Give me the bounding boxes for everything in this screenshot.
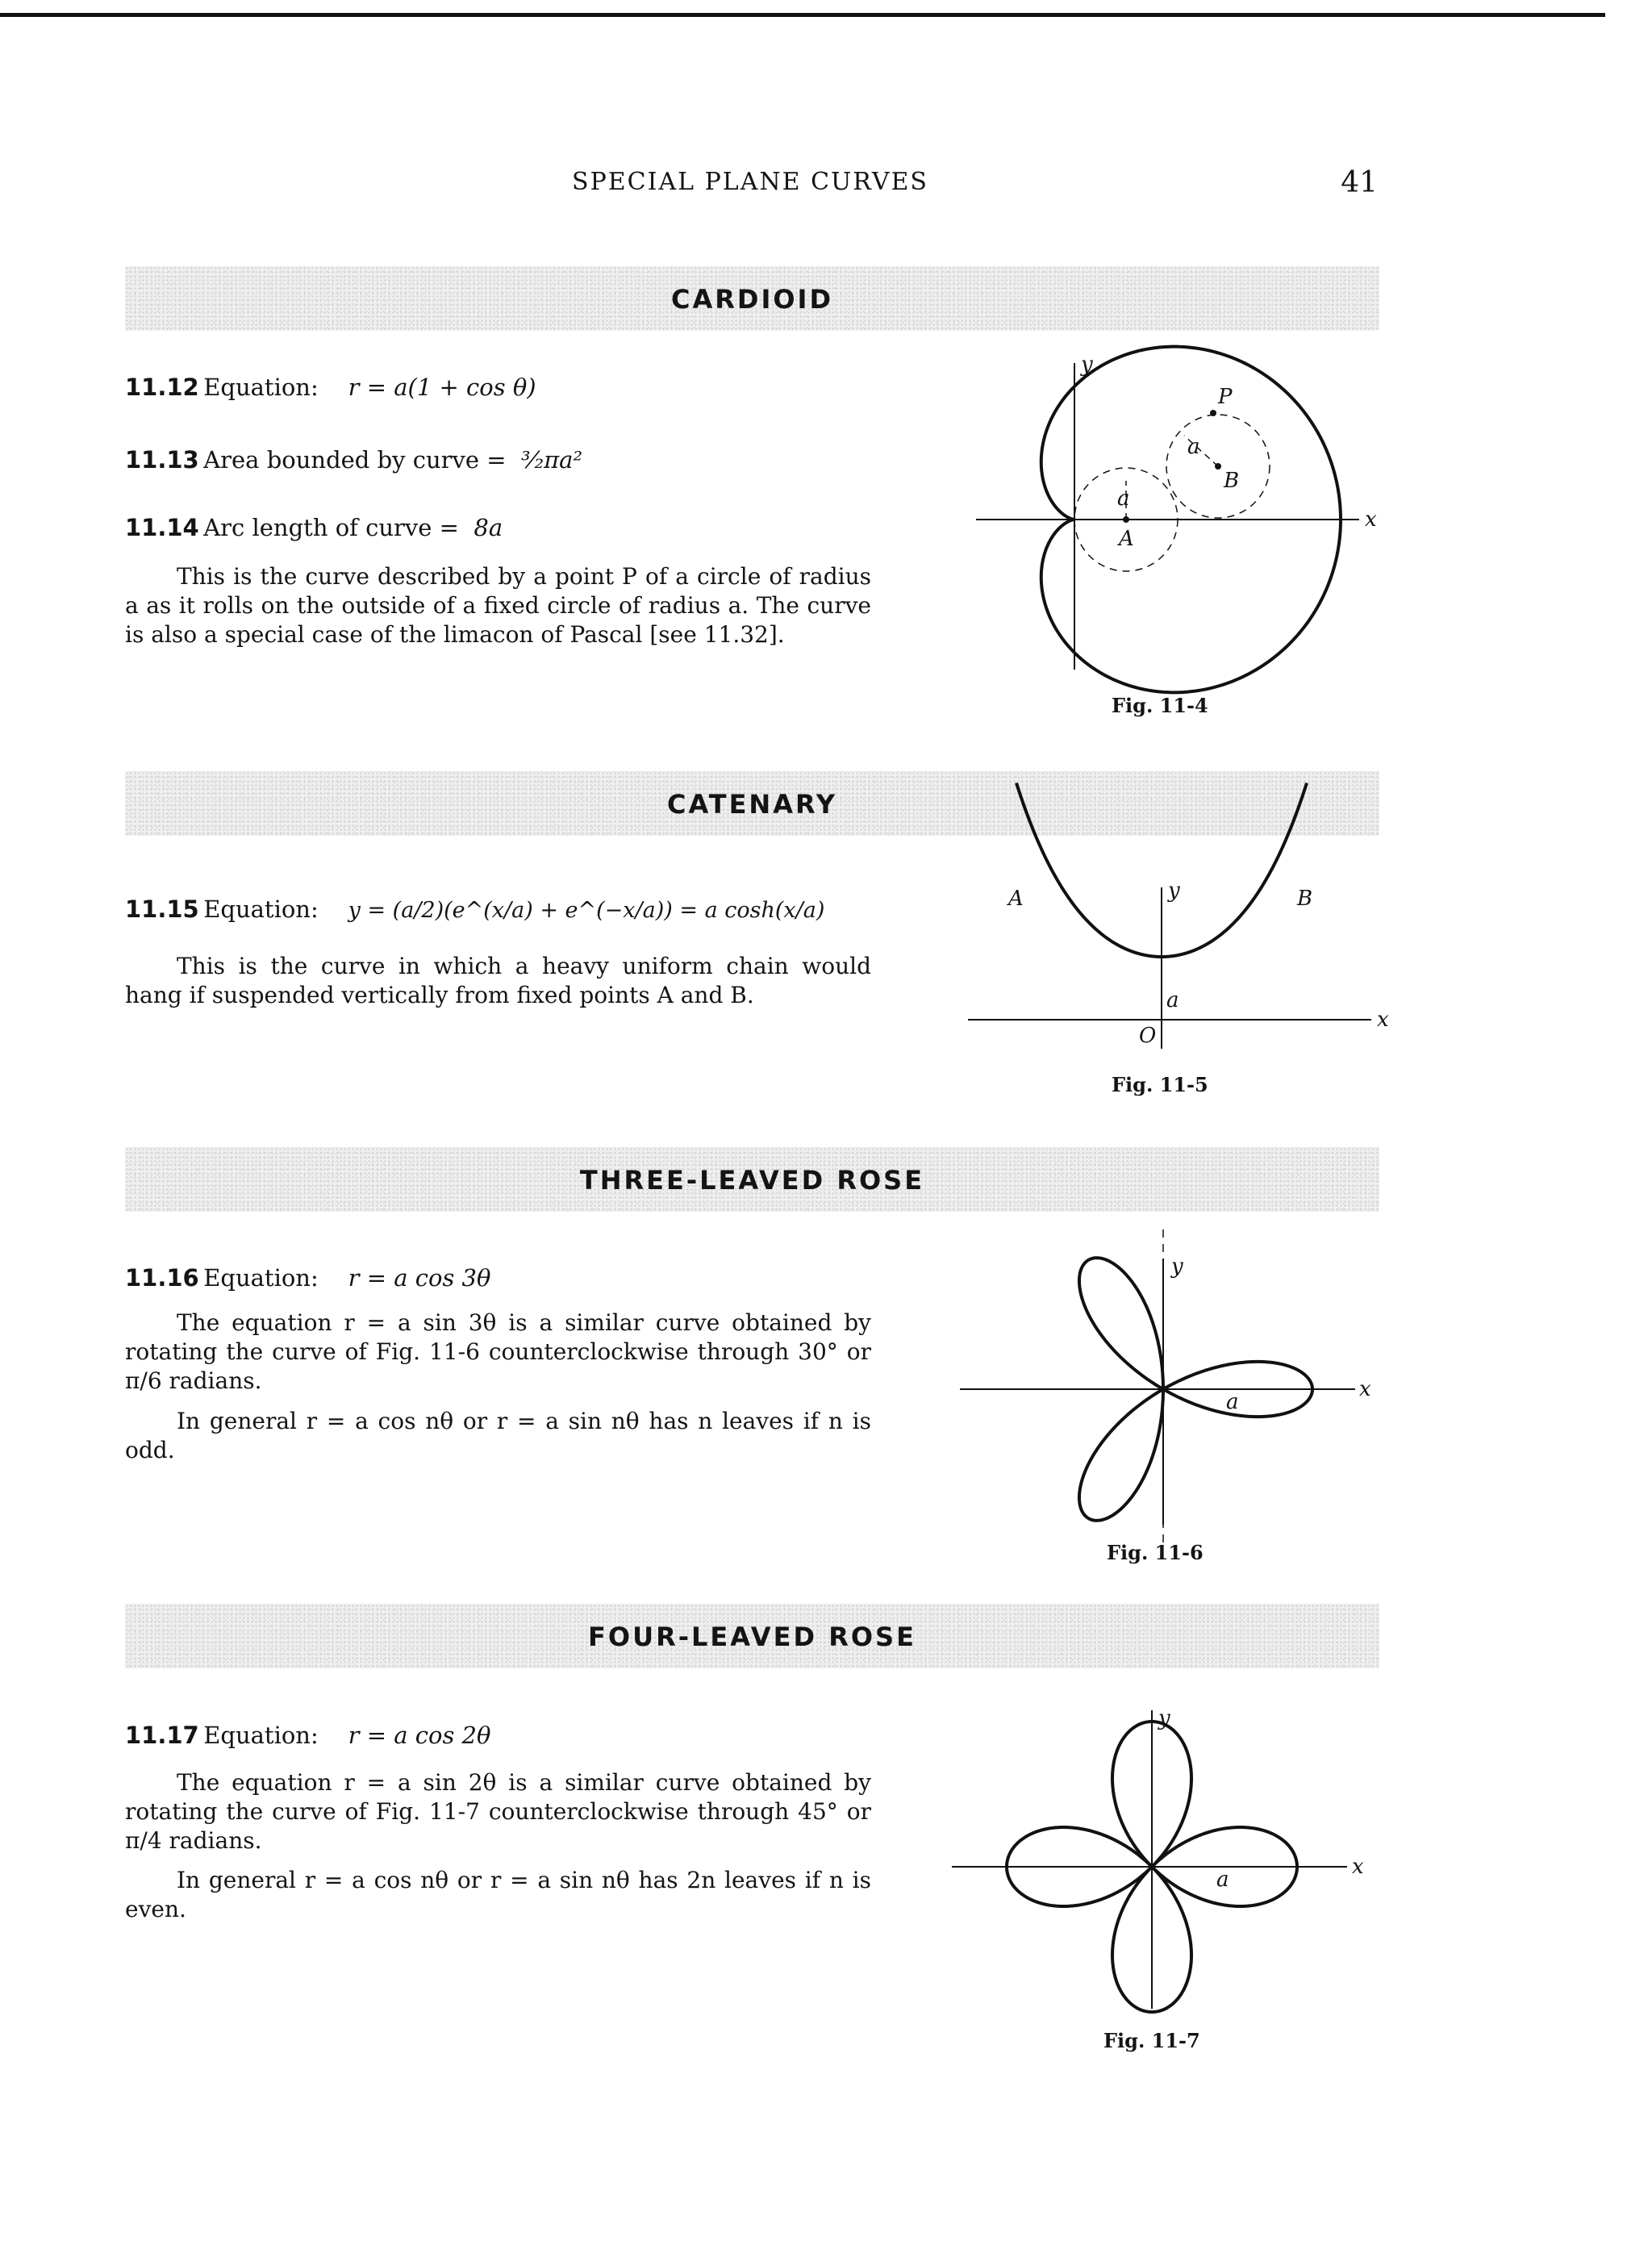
formula-label: Equation: xyxy=(203,1264,319,1292)
page-number: 41 xyxy=(1341,166,1378,199)
fig-caption-11-5: Fig. 11-5 xyxy=(1112,1073,1208,1096)
formula-equation: y = (a/2)(e^(x/a) + e^(−x/a)) = a cosh(x/a) xyxy=(348,898,825,923)
section-band-catenary xyxy=(125,771,1379,836)
fig-caption-11-7: Fig. 11-7 xyxy=(1103,2029,1200,2052)
label-x: x xyxy=(1377,1008,1389,1032)
label-y: y xyxy=(1171,1254,1183,1279)
formula-label: Equation: xyxy=(203,1722,319,1749)
label-A: A xyxy=(1008,887,1024,911)
figure-four-leaved-rose xyxy=(944,1694,1404,2017)
section-title-three-leaved-rose: THREE-LEAVED ROSE xyxy=(579,1165,925,1196)
catenary-description: This is the curve in which a heavy uniform chain would hang if suspended vertically from fixed points A and B. xyxy=(125,953,871,1008)
formula-equation: r = a cos 2θ xyxy=(348,1722,491,1749)
section-band-four-leaved-rose xyxy=(125,1604,1379,1668)
formula-11-12 xyxy=(125,374,536,401)
formula-equation: 8a xyxy=(473,514,503,541)
formula-11-14 xyxy=(125,514,503,541)
section-band-cardioid xyxy=(125,266,1379,331)
formula-11-16 xyxy=(125,1264,490,1292)
running-head: SPECIAL PLANE CURVES xyxy=(572,168,928,196)
label-x: x xyxy=(1352,1855,1364,1879)
label-a: a xyxy=(1216,1868,1229,1892)
formula-number: 11.17 xyxy=(125,1722,199,1749)
fig-caption-11-6: Fig. 11-6 xyxy=(1107,1541,1204,1564)
label-x: x xyxy=(1365,507,1377,532)
section-title-cardioid: CARDIOID xyxy=(670,284,834,315)
formula-label: Area bounded by curve = xyxy=(203,446,507,474)
formula-number: 11.16 xyxy=(125,1264,199,1292)
section-title-four-leaved-rose: FOUR-LEAVED ROSE xyxy=(588,1622,916,1652)
label-a: a xyxy=(1166,988,1179,1012)
formula-equation: r = a(1 + cos θ) xyxy=(348,374,536,401)
formula-11-15 xyxy=(125,895,824,923)
formula-number: 11.14 xyxy=(125,514,199,541)
label-y: y xyxy=(1081,353,1093,377)
point-A xyxy=(1123,516,1129,523)
formula-label: Arc length of curve = xyxy=(203,514,459,541)
label-y: y xyxy=(1168,879,1180,903)
label-A: A xyxy=(1119,527,1134,551)
section-band-three-leaved-rose xyxy=(125,1147,1379,1212)
label-y: y xyxy=(1158,1706,1170,1730)
four-rose-para-1: The equation r = a sin 2θ is a similar curve obtained by rotating the curve of Fig. 11-7 counterclockwise through 45° or π/4 radians. xyxy=(125,1769,871,1854)
figure-cardioid xyxy=(952,347,1404,686)
label-x: x xyxy=(1359,1377,1371,1401)
three-rose-para-2: In general r = a cos nθ or r = a sin nθ has n leaves if n is odd. xyxy=(125,1408,871,1463)
label-P: P xyxy=(1218,385,1233,409)
label-a: a xyxy=(1226,1390,1239,1414)
section-title-catenary: CATENARY xyxy=(666,789,838,820)
four-rose-para-2: In general r = a cos nθ or r = a sin nθ has 2n leaves if n is even. xyxy=(125,1867,871,1922)
figure-three-leaved-rose xyxy=(952,1250,1404,1533)
label-O: O xyxy=(1139,1024,1157,1048)
cardioid-description: This is the curve described by a point P of a circle of radius a as it rolls on the outside of a fixed circle of radius a. The curve is also a special case of the limacon of Pascal [see 11.32]. xyxy=(125,563,871,648)
formula-11-17 xyxy=(125,1722,490,1749)
top-rule xyxy=(0,13,1605,17)
formula-equation: ³⁄₂πa² xyxy=(521,446,583,474)
point-P xyxy=(1210,410,1216,416)
label-a-radius: a xyxy=(1117,486,1130,511)
formula-number: 11.13 xyxy=(125,446,199,474)
formula-number: 11.12 xyxy=(125,374,199,401)
formula-equation: r = a cos 3θ xyxy=(348,1264,491,1292)
formula-11-13 xyxy=(125,446,582,474)
fig-caption-11-4: Fig. 11-4 xyxy=(1112,694,1208,717)
point-B xyxy=(1215,463,1221,470)
formula-label: Equation: xyxy=(203,374,319,401)
label-B: B xyxy=(1297,887,1313,911)
three-rose-para-1: The equation r = a sin 3θ is a similar curve obtained by rotating the curve of Fig. 11-6 counterclockwise through 30° or π/6 radians. xyxy=(125,1309,871,1394)
formula-label: Equation: xyxy=(203,895,319,923)
figure-catenary xyxy=(960,879,1404,1065)
formula-number: 11.15 xyxy=(125,895,199,923)
label-B: B xyxy=(1224,469,1240,493)
label-a-rolling-radius: a xyxy=(1187,435,1200,459)
